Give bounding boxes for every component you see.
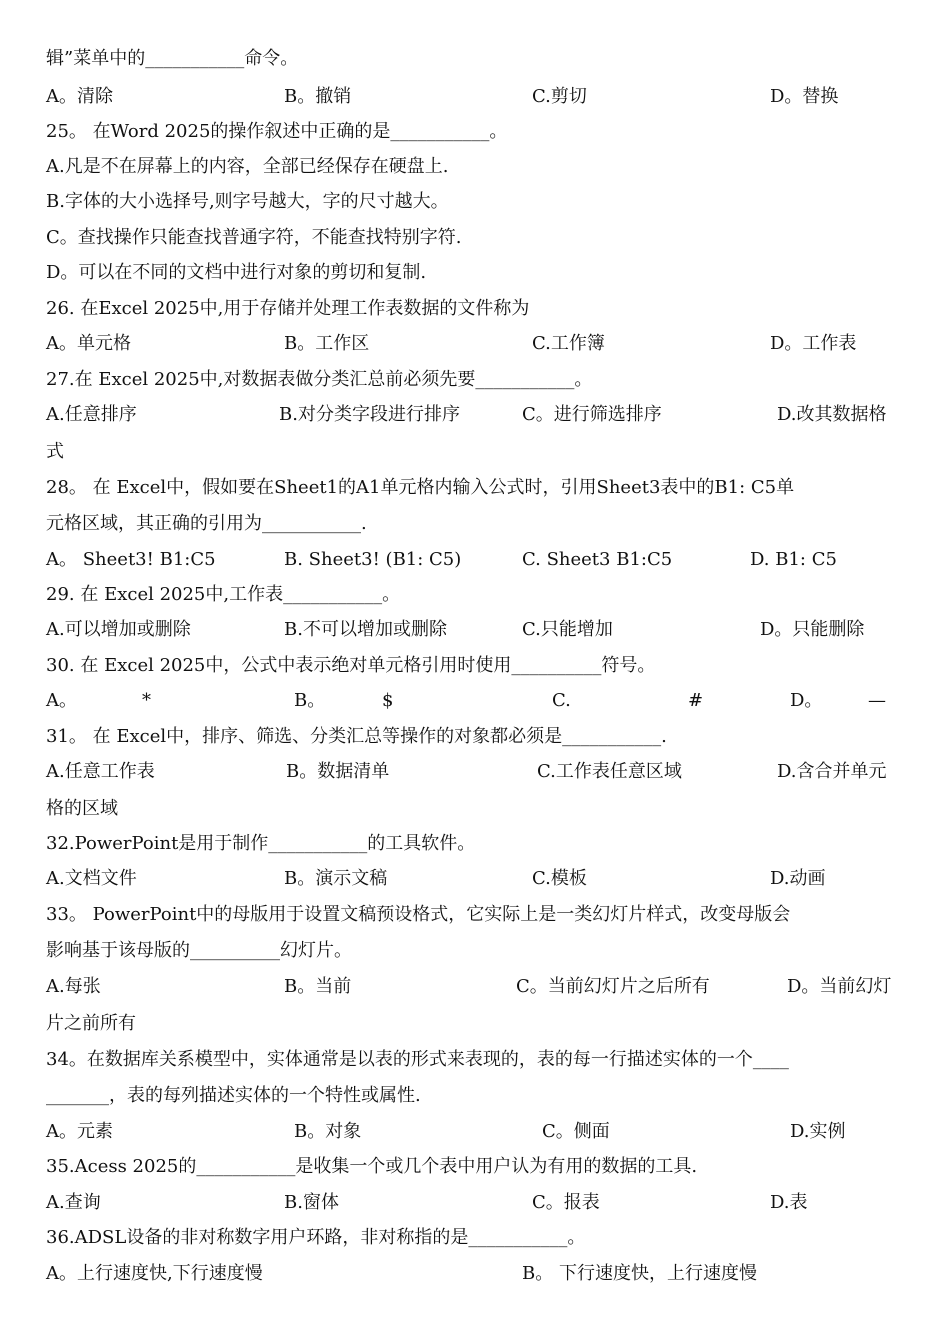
- option-a: A.任意工作表: [46, 761, 155, 782]
- text-line: 格的区域: [46, 798, 118, 819]
- text-line: B.字体的大小选择号,则字号越大，字的尺寸越大。: [46, 191, 449, 212]
- option-c: C。当前幻灯片之后所有: [516, 976, 710, 997]
- option-c: C.只能增加: [522, 619, 613, 640]
- text-line: 片之前所有: [46, 1013, 136, 1034]
- option-a: A。 Sheet3! B1:C5: [46, 549, 216, 570]
- text-line: 元格区域，其正确的引用为___________.: [46, 513, 367, 534]
- option-d: D. B1: C5: [750, 549, 837, 570]
- question-26: 26. 在Excel 2025中,用于存储并处理工作表数据的文件称为: [46, 298, 530, 319]
- text-line: 式: [46, 441, 64, 462]
- option-b: B。对象: [294, 1121, 362, 1142]
- question-34: 34。在数据库关系模型中，实体通常是以表的形式来表现的，表的每一行描述实体的一个____: [46, 1049, 789, 1070]
- text-line: 影响基于该母版的__________幻灯片。: [46, 940, 352, 961]
- option-d: D.改其数据格: [777, 404, 887, 425]
- options-line: [46, 548, 906, 572]
- option-b: B. Sheet3! (B1: C5): [284, 549, 462, 570]
- option-b: B。数据清单: [286, 761, 390, 782]
- option-b: B。: [294, 690, 326, 711]
- options-line: [46, 1191, 906, 1215]
- option-d: D.动画: [770, 868, 826, 889]
- option-c: C.剪切: [532, 86, 587, 107]
- option-a: A。元素: [46, 1121, 113, 1142]
- text-line: D。可以在不同的文档中进行对象的剪切和复制.: [46, 262, 427, 283]
- option-a: A。清除: [46, 86, 113, 107]
- question-27: 27.在 Excel 2025中,对数据表做分类汇总前必须先要___________。: [46, 369, 593, 390]
- options-line: [46, 618, 906, 642]
- option-b: B。 下行速度快，上行速度慢: [522, 1263, 757, 1284]
- option-a: A.查询: [46, 1192, 101, 1213]
- option-b: B.不可以增加或删除: [284, 619, 447, 640]
- option-d-symbol: —: [868, 690, 886, 711]
- option-b: B.窗体: [284, 1192, 339, 1213]
- options-line: [46, 689, 906, 713]
- option-d: D。: [790, 690, 823, 711]
- question-36: 36.ADSL设备的非对称数字用户环路，非对称指的是___________。: [46, 1227, 586, 1248]
- options-line: [46, 332, 906, 356]
- option-d: D.实例: [790, 1121, 846, 1142]
- question-35: 35.Acess 2025的___________是收集一个或几个表中用户认为有用的数据的工具.: [46, 1156, 698, 1177]
- text-line: C。查找操作只能查找普通字符，不能查找特别字符.: [46, 227, 462, 248]
- options-line: [46, 760, 906, 784]
- options-line: [46, 975, 906, 999]
- options-line: [46, 85, 906, 109]
- text-line: 辑”菜单中的___________命令。: [46, 48, 299, 69]
- option-a: A.每张: [46, 976, 101, 997]
- option-b: B。工作区: [284, 333, 370, 354]
- option-c: C.: [552, 690, 571, 711]
- question-30: 30. 在 Excel 2025中，公式中表示绝对单元格引用时使用__________符号。: [46, 655, 656, 676]
- option-c: C.模板: [532, 868, 587, 889]
- question-28: 28。 在 Excel中，假如要在Sheet1的A1单元格内输入公式时，引用Sheet3表中的B1: C5单: [46, 477, 795, 498]
- option-b: B。当前: [284, 976, 352, 997]
- option-c: C。报表: [532, 1192, 600, 1213]
- option-a: A。单元格: [46, 333, 131, 354]
- question-31: 31。 在 Excel中，排序、筛选、分类汇总等操作的对象都必须是___________.: [46, 726, 667, 747]
- option-b: B。撤销: [284, 86, 352, 107]
- option-a: A.任意排序: [46, 404, 137, 425]
- option-a: A.文档文件: [46, 868, 137, 889]
- text-line: A.凡是不在屏幕上的内容，全部已经保存在硬盘上.: [46, 156, 449, 177]
- option-b-symbol: $: [382, 690, 394, 711]
- option-c-symbol: #: [688, 690, 704, 711]
- options-line: [46, 1262, 906, 1286]
- question-33: 33。 PowerPoint中的母版用于设置文稿预设格式，它实际上是一类幻灯片样式，改变母版会: [46, 904, 791, 925]
- option-c: C.工作表任意区域: [537, 761, 682, 782]
- question-25: 25。 在Word 2025的操作叙述中正确的是___________。: [46, 121, 508, 142]
- text-line: _______，表的每列描述实体的一个特性或属性.: [46, 1085, 421, 1106]
- options-line: [46, 1120, 906, 1144]
- option-b: B。演示文稿: [284, 868, 388, 889]
- option-d: D。只能删除: [760, 619, 865, 640]
- option-a-symbol: *: [142, 690, 151, 711]
- options-line: [46, 403, 906, 427]
- option-c: C。侧面: [542, 1121, 610, 1142]
- options-line: [46, 867, 906, 891]
- option-d: D.含合并单元: [777, 761, 887, 782]
- option-a: A.可以增加或删除: [46, 619, 191, 640]
- option-a: A。上行速度快,下行速度慢: [46, 1263, 263, 1284]
- option-d: D。当前幻灯: [787, 976, 892, 997]
- option-d: D。替换: [770, 86, 839, 107]
- question-32: 32.PowerPoint是用于制作___________的工具软件。: [46, 833, 476, 854]
- option-c: C。进行筛选排序: [522, 404, 662, 425]
- option-a: A。: [46, 690, 77, 711]
- question-29: 29. 在 Excel 2025中,工作表___________。: [46, 584, 401, 605]
- option-c: C. Sheet3 B1:C5: [522, 549, 673, 570]
- option-b: B.对分类字段进行排序: [279, 404, 460, 425]
- option-c: C.工作簿: [532, 333, 605, 354]
- option-d: D。工作表: [770, 333, 857, 354]
- option-d: D.表: [770, 1192, 808, 1213]
